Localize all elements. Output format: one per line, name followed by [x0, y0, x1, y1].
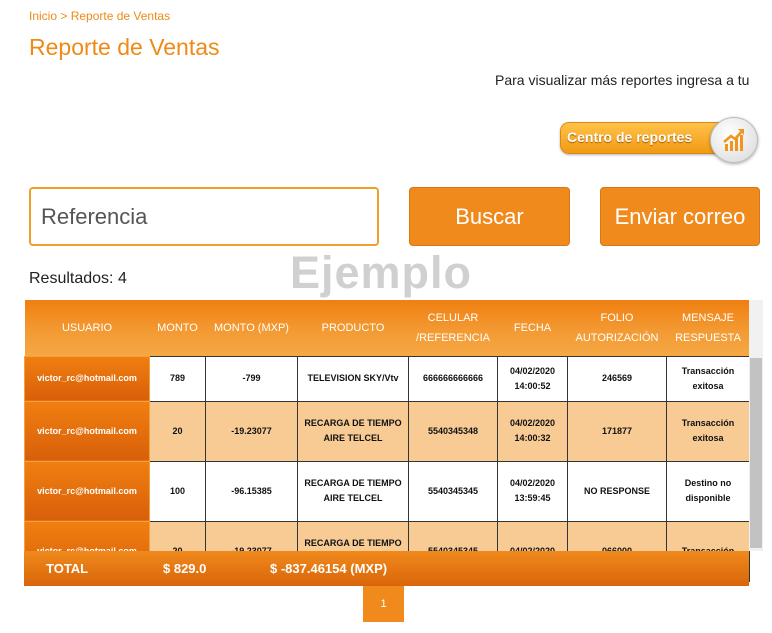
reports-center-button[interactable]: [560, 117, 760, 161]
table-header-row: [25, 300, 750, 356]
reports-center-label: Centro de reportes: [567, 129, 693, 145]
sales-table: [24, 300, 750, 582]
totals-bar: [24, 551, 749, 586]
table-scrollbar[interactable]: [749, 300, 763, 551]
table-row[interactable]: [25, 461, 750, 521]
header-folio-autorizacion[interactable]: FOLIO AUTORIZACIÓN: [568, 300, 667, 356]
cell-monto: 20: [150, 401, 206, 461]
header-celular-referencia[interactable]: CELULAR /REFERENCIA: [409, 300, 498, 356]
pagination-page-1[interactable]: 1: [363, 586, 404, 622]
cell-fecha: 04/02/2020 13:59:45: [498, 461, 568, 521]
header-producto[interactable]: PRODUCTO: [298, 300, 409, 356]
page-title: Reporte de Ventas: [29, 34, 220, 60]
reports-center-badge: [710, 117, 758, 163]
header-monto[interactable]: MONTO: [150, 300, 206, 356]
cell-producto: RECARGA DE TIEMPO AIRE TELCEL: [298, 461, 409, 521]
search-button[interactable]: Buscar: [409, 187, 570, 246]
cell-mensaje: Transacción exitosa: [667, 356, 750, 401]
cell-fecha: 04/02/2020 14:00:32: [498, 401, 568, 461]
total-label: TOTAL: [46, 561, 89, 576]
info-text: Para visualizar más reportes ingresa a tu: [495, 72, 750, 88]
reference-input[interactable]: [29, 187, 379, 246]
cell-folio: NO RESPONSE: [568, 461, 667, 521]
cell-monto: 789: [150, 356, 206, 401]
cell-producto: TELEVISION SKY/Vtv: [298, 356, 409, 401]
table-row[interactable]: [25, 356, 750, 401]
chart-growth-icon: [723, 127, 747, 153]
cell-producto: RECARGA DE TIEMPO: [298, 521, 409, 581]
cell-monto-mxp: -799: [206, 356, 298, 401]
header-mensaje-respuesta[interactable]: MENSAJE RESPUESTA: [667, 300, 750, 356]
total-amount-mxp: $ -837.46154 (MXP): [270, 561, 388, 576]
cell-folio: 246569: [568, 356, 667, 401]
cell-fecha: 04/02/2020 14:00:52: [498, 356, 568, 401]
results-count: Resultados: 4: [29, 270, 127, 287]
watermark: Ejemplo: [290, 247, 473, 298]
cell-celular: 5540345345: [409, 461, 498, 521]
table-row[interactable]: [25, 401, 750, 461]
cell-usuario: victor_rc@hotmail.com: [25, 401, 150, 461]
cell-mensaje: Destino no disponible: [667, 461, 750, 521]
cell-producto: RECARGA DE TIEMPO AIRE TELCEL: [298, 401, 409, 461]
cell-usuario: victor_rc@hotmail.com: [25, 461, 150, 521]
cell-celular: 5540345348: [409, 401, 498, 461]
reports-center-pill: [560, 122, 730, 154]
header-fecha[interactable]: FECHA: [498, 300, 568, 356]
cell-monto-mxp: -96.15385: [206, 461, 298, 521]
cell-monto-mxp: -19.23077: [206, 401, 298, 461]
cell-folio: 171877: [568, 401, 667, 461]
header-usuario[interactable]: USUARIO: [25, 300, 150, 356]
send-email-button[interactable]: Enviar correo: [600, 187, 760, 246]
table-scrollbar-thumb[interactable]: [750, 358, 762, 548]
cell-celular: 666666666666: [409, 356, 498, 401]
header-monto-mxp[interactable]: MONTO (MXP): [206, 300, 298, 356]
cell-usuario: victor_rc@hotmail.com: [25, 356, 150, 401]
sales-table-container[interactable]: [24, 300, 749, 551]
cell-mensaje: Transacción exitosa: [667, 401, 750, 461]
total-amount: $ 829.0: [163, 561, 207, 576]
breadcrumb[interactable]: Inicio > Reporte de Ventas: [29, 9, 171, 23]
cell-monto: 100: [150, 461, 206, 521]
